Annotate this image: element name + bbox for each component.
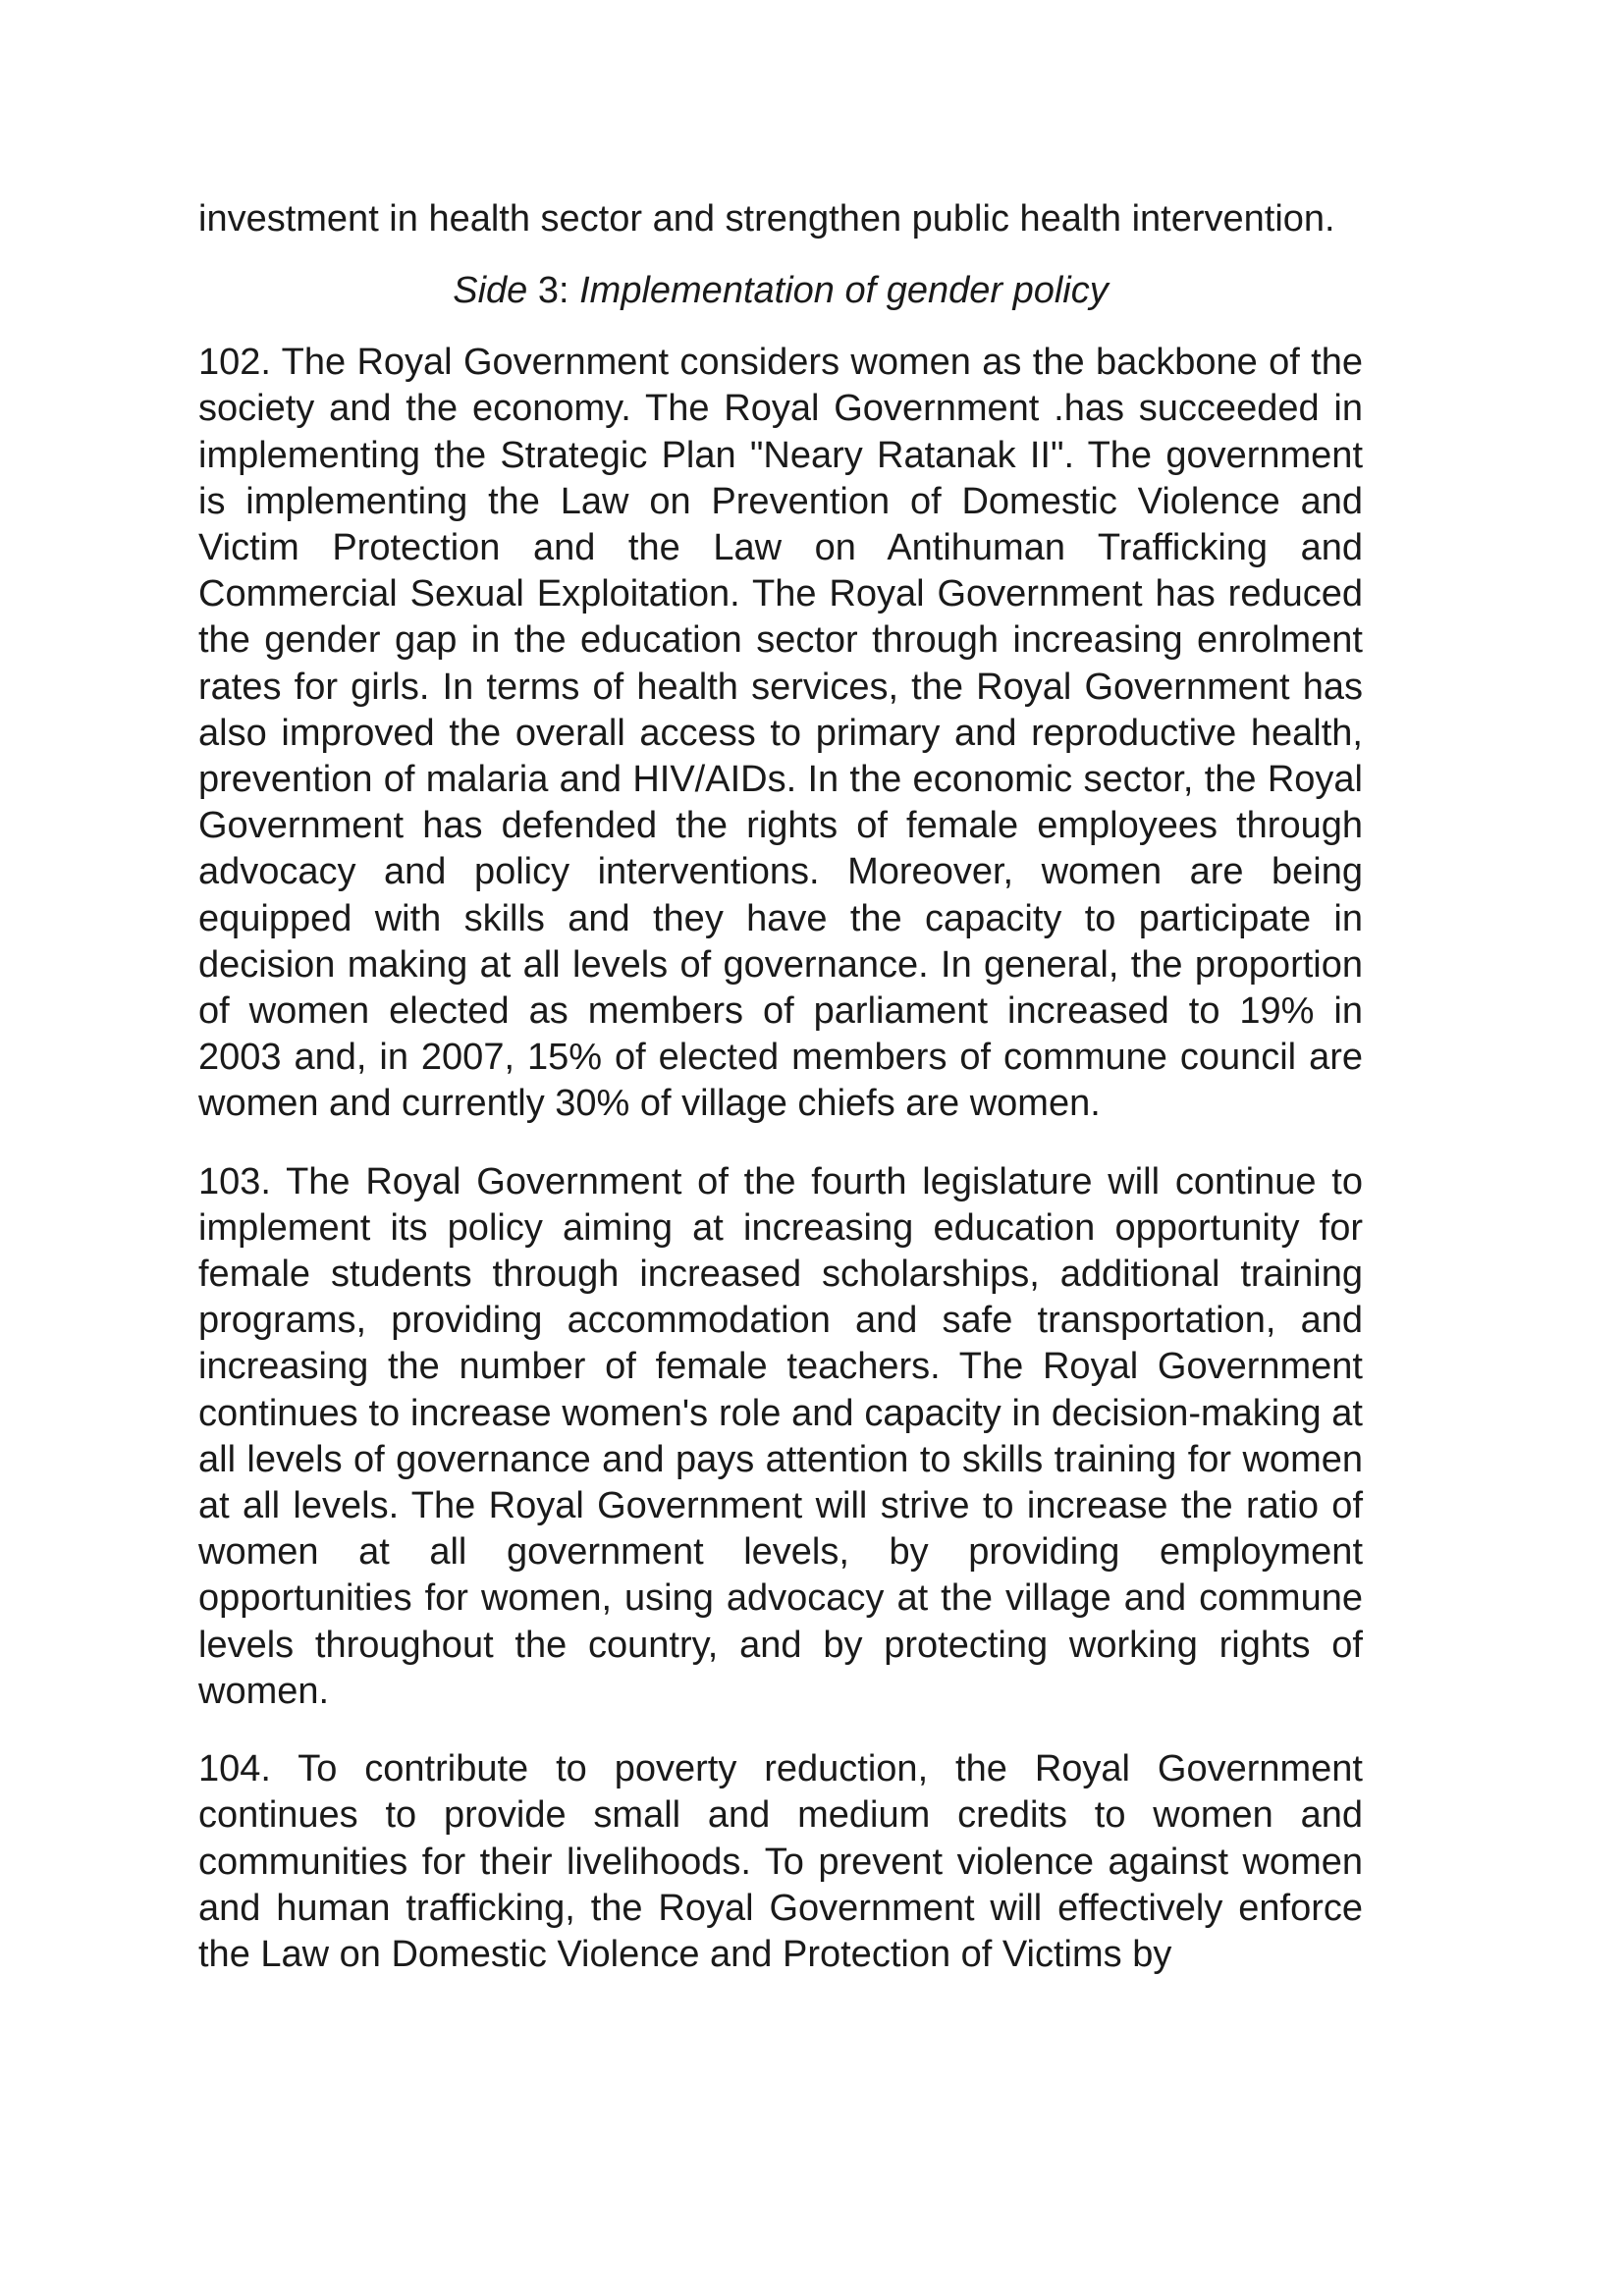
section-prefix: Side (453, 270, 528, 312)
paragraph-102: 102. The Royal Government considers women as the backbone of the society and the economy. The Royal Government .has succeeded in implementing the Strategic Plan "Neary Ratanak II". The government is implementing the Law on Prevention of Domestic Violence and Victim Protection and the Law on Antihuman Trafficking and Commercial Sexual Exploitation. The Royal Government has reduced the gender gap in the education sector through increasing enrolment rates for girls. In terms of health services, the Royal Government has also improved the overall access to primary and reproductive health, prevention of malaria and HIV/AIDs. In the economic sector, the Royal Government has defended the rights of female employees through advocacy and policy interventions. Moreover, women are being equipped with skills and they have the capacity to participate in decision making at all levels of governance. In general, the proportion of women elected as members of parliament increased to 19% in 2003 and, in 2007, 15% of elected members of commune council are women and currently 30% of village chiefs are women. (198, 342, 1363, 1125)
section-number: 3 (537, 270, 559, 312)
paragraph-103: 103. The Royal Government of the fourth legislature will continue to implement its policy aiming at increasing education opportunity for female students through increased scholarships, additional training programs, providing accommodation and safe transportation, and increasing the number of female teachers. The Royal Government continues to increase women's role and capacity in decision-making at all levels of governance and pays attention to skills training for women at all levels. The Royal Government will strive to increase the ratio of women at all government levels, by providing employment opportunities for women, using advocacy at the village and commune levels throughout the country, and by protecting working rights of women. (198, 1160, 1363, 1712)
section-heading (198, 268, 1363, 314)
document-page (198, 196, 1363, 1978)
section-title: Implementation of gender policy (579, 270, 1109, 312)
paragraph-104: 104. To contribute to poverty reduction, the Royal Government continues to provide small and medium credits to women and communities for their livelihoods. To prevent violence against women and human trafficking, the Royal Government will effectively enforce the Law on Domestic Violence and Protection of Victims by (198, 1748, 1363, 1975)
section-separator: : (558, 270, 569, 312)
intro-paragraph: investment in health sector and strengthen public health intervention. (198, 198, 1335, 240)
